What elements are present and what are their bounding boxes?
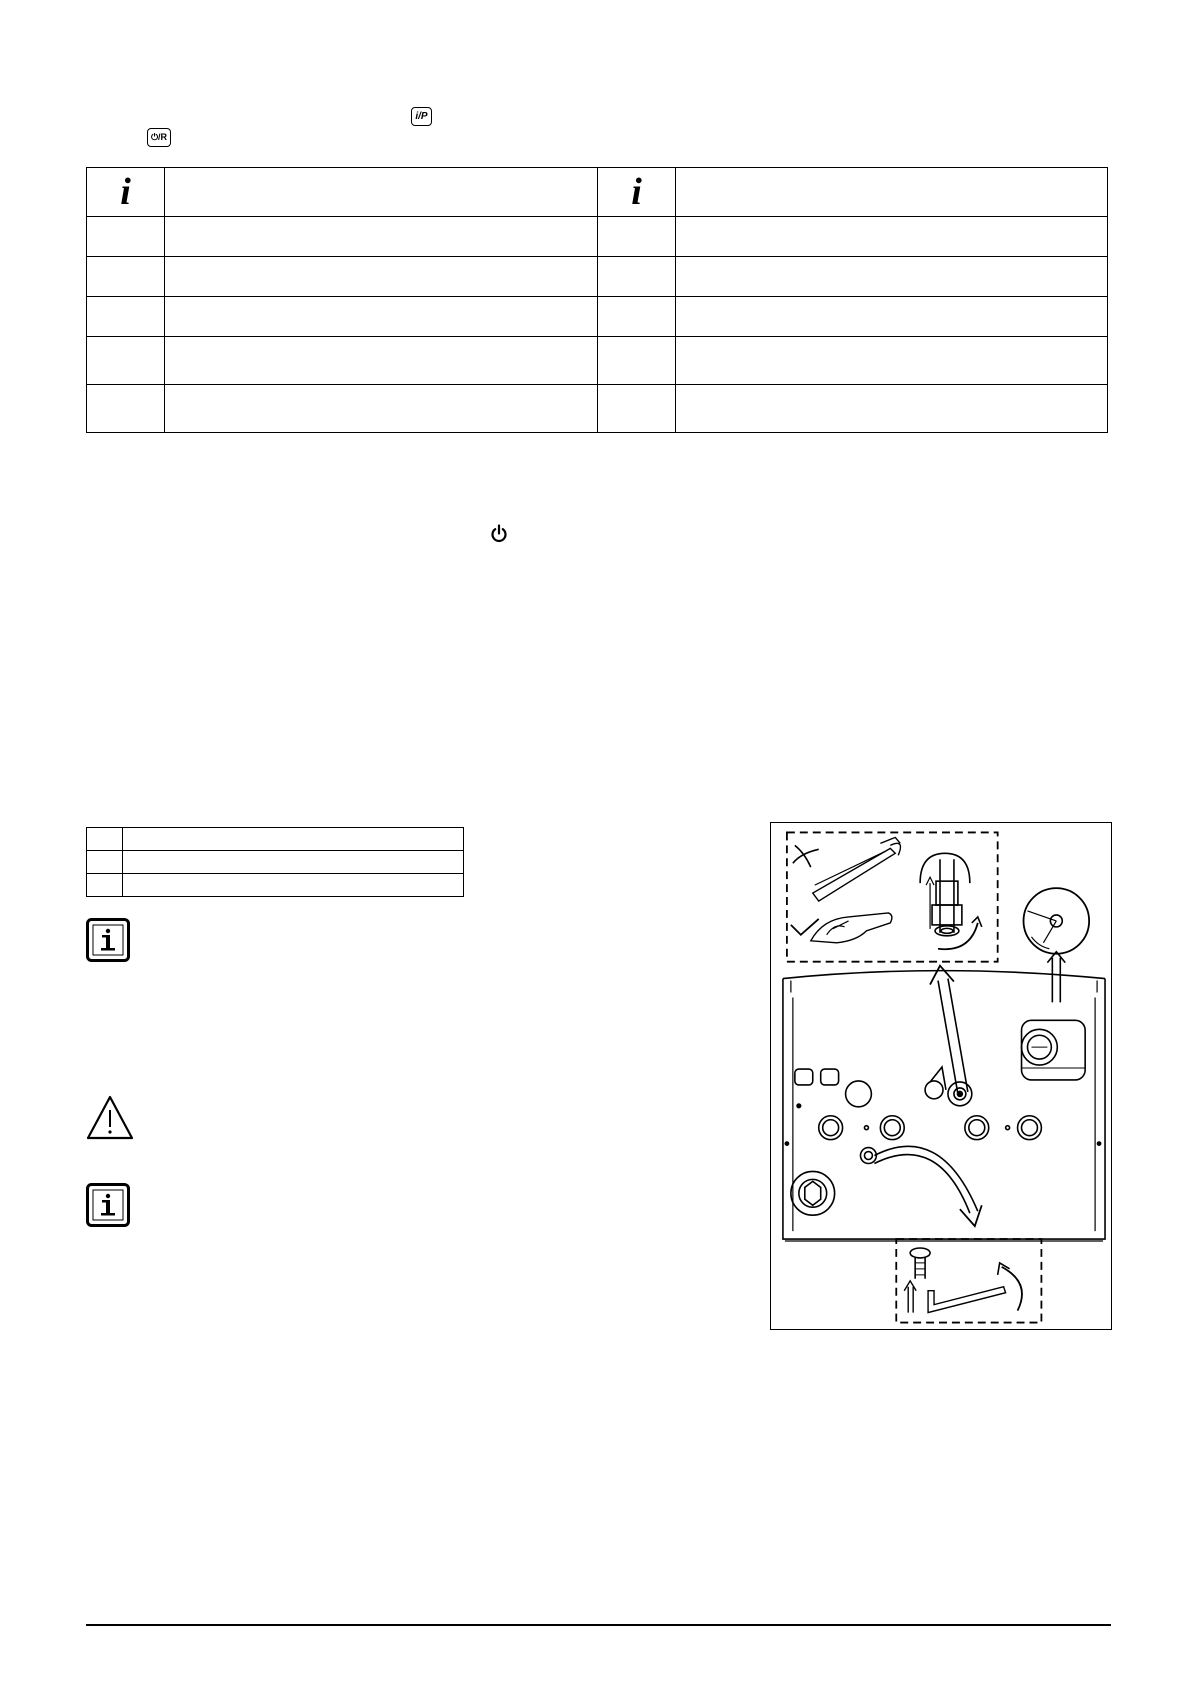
code-cell xyxy=(87,217,165,257)
table-row xyxy=(87,297,1108,337)
desc-cell xyxy=(165,337,598,385)
desc-cell xyxy=(165,217,598,257)
tool-detail-box xyxy=(787,832,998,961)
info-table-header xyxy=(87,168,1108,217)
code-cell xyxy=(87,297,165,337)
legend-table xyxy=(86,827,464,897)
legend-number xyxy=(87,874,123,897)
info-note-icon xyxy=(86,1183,130,1227)
desc-cell xyxy=(676,257,1108,297)
info-code-table xyxy=(86,167,1108,433)
table-row xyxy=(87,385,1108,433)
code-cell xyxy=(598,217,676,257)
boiler-bottom-valves-illustration xyxy=(770,822,1112,1330)
desc-cell xyxy=(165,297,598,337)
legend-number xyxy=(87,828,123,851)
footer-rule xyxy=(86,1624,1111,1626)
table-row xyxy=(87,874,464,897)
info-header-desc-left xyxy=(165,168,598,217)
table-row xyxy=(87,217,1108,257)
info-prog-key-icon: i/P xyxy=(411,107,432,126)
legend-number xyxy=(87,851,123,874)
code-cell xyxy=(598,257,676,297)
desc-cell xyxy=(676,217,1108,257)
code-cell xyxy=(598,337,676,385)
desc-cell xyxy=(676,385,1108,433)
table-row xyxy=(87,257,1108,297)
legend-text xyxy=(123,874,464,897)
desc-cell xyxy=(676,337,1108,385)
power-reset-key-icon: ⏻/R xyxy=(147,128,171,147)
info-symbol-right: i xyxy=(598,168,676,217)
code-cell xyxy=(598,385,676,433)
desc-cell xyxy=(165,257,598,297)
code-cell xyxy=(87,385,165,433)
table-row xyxy=(87,337,1108,385)
code-cell xyxy=(598,297,676,337)
code-cell xyxy=(87,337,165,385)
pressure-gauge-detail xyxy=(1024,888,1090,1002)
bleed-valve-detail-box xyxy=(896,1239,1041,1323)
power-icon xyxy=(489,524,509,544)
legend-text xyxy=(123,828,464,851)
curved-arrow xyxy=(874,1146,981,1226)
warning-triangle-icon xyxy=(86,1095,134,1141)
legend-text xyxy=(123,851,464,874)
table-row xyxy=(87,851,464,874)
table-row xyxy=(87,828,464,851)
desc-cell xyxy=(676,297,1108,337)
desc-cell xyxy=(165,385,598,433)
info-symbol-left: i xyxy=(87,168,165,217)
info-note-icon xyxy=(86,918,130,962)
info-header-desc-right xyxy=(676,168,1108,217)
code-cell xyxy=(87,257,165,297)
